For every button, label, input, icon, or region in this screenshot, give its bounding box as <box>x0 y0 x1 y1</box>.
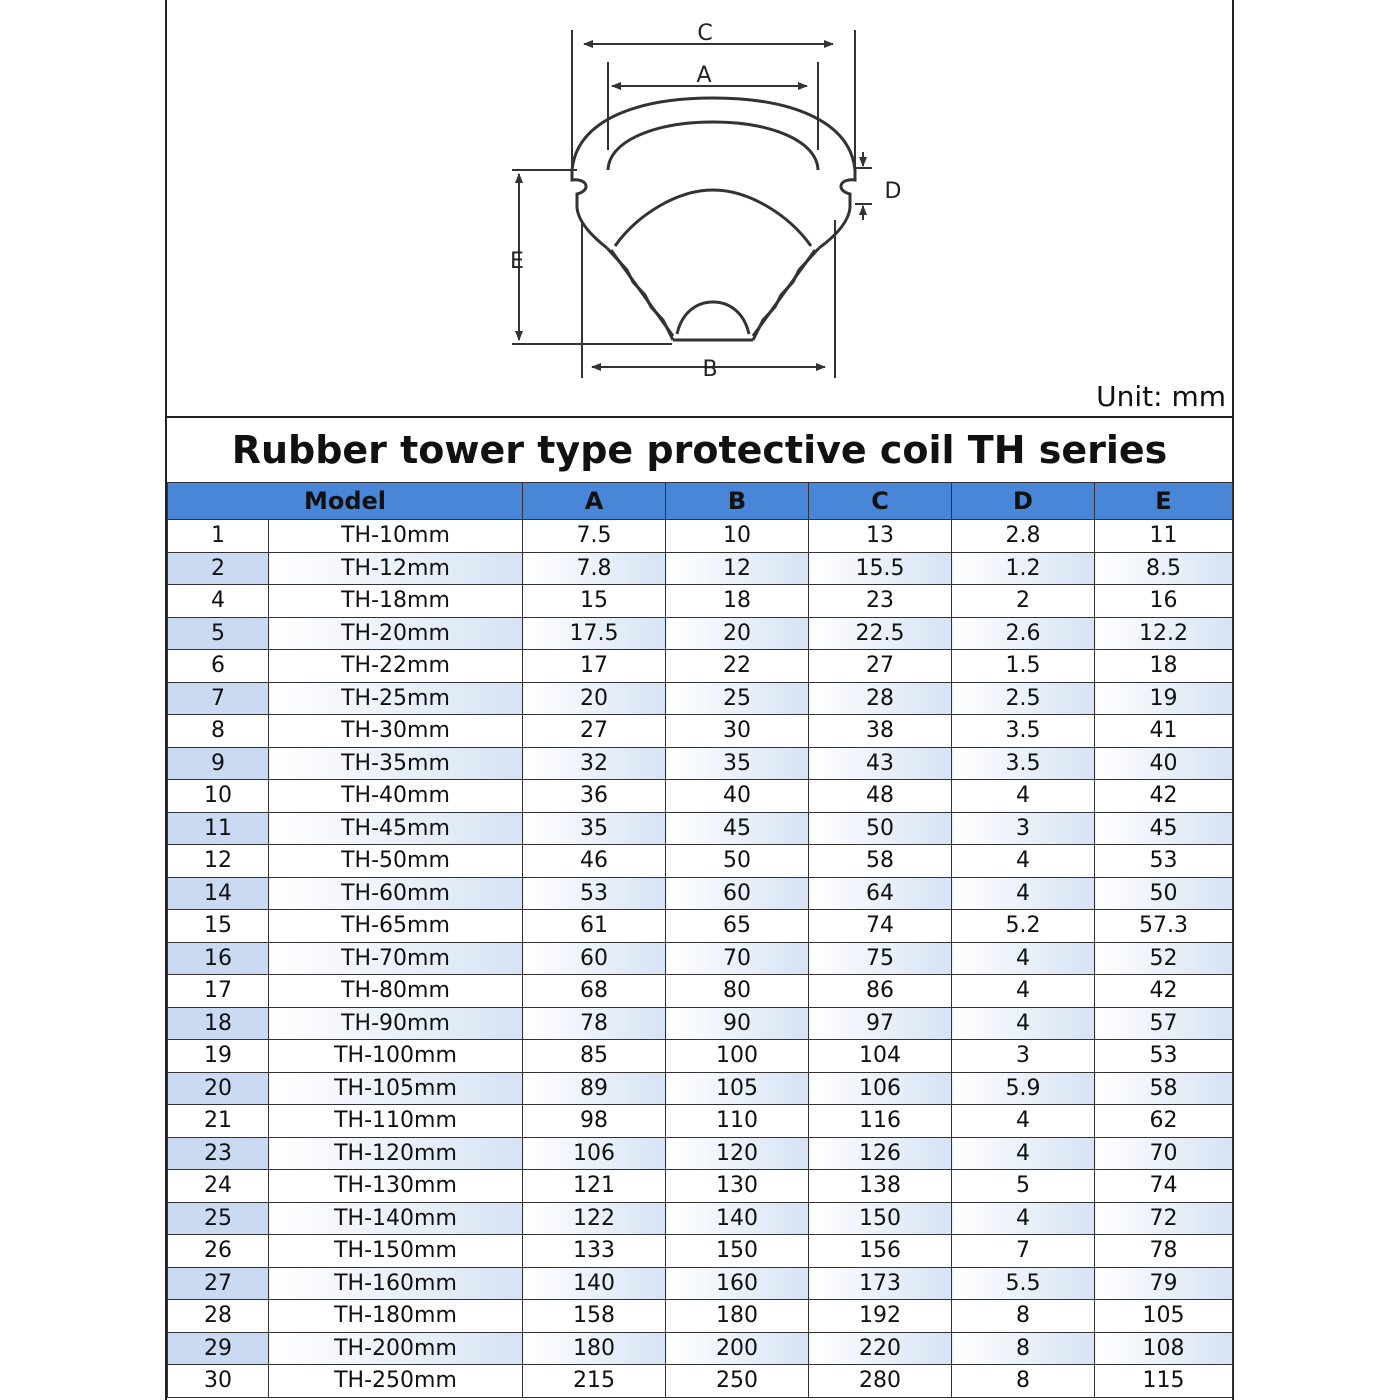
model-cell: TH-65mm <box>269 910 523 943</box>
b-cell: 130 <box>666 1170 809 1203</box>
c-cell: 38 <box>809 715 952 748</box>
model-cell: TH-140mm <box>269 1202 523 1235</box>
table-row <box>168 715 1233 748</box>
table-row <box>168 1105 1233 1138</box>
table-row <box>168 617 1233 650</box>
a-cell: 98 <box>523 1105 666 1138</box>
page-title: Rubber tower type protective coil TH series <box>231 428 1168 472</box>
row-index: 28 <box>168 1300 269 1333</box>
c-cell: 48 <box>809 780 952 813</box>
model-cell: TH-150mm <box>269 1235 523 1268</box>
c-cell: 126 <box>809 1137 952 1170</box>
model-cell: TH-20mm <box>269 617 523 650</box>
d-cell: 4 <box>952 1202 1095 1235</box>
a-cell: 15 <box>523 585 666 618</box>
header-model: Model <box>168 483 523 520</box>
d-cell: 1.2 <box>952 552 1095 585</box>
dimension-label-a: A <box>696 63 712 88</box>
d-cell: 2.5 <box>952 682 1095 715</box>
e-cell: 40 <box>1095 747 1233 780</box>
d-cell: 2.6 <box>952 617 1095 650</box>
d-cell: 2 <box>952 585 1095 618</box>
model-cell: TH-25mm <box>269 682 523 715</box>
d-cell: 3 <box>952 812 1095 845</box>
row-index: 7 <box>168 682 269 715</box>
model-cell: TH-70mm <box>269 942 523 975</box>
a-cell: 17 <box>523 650 666 683</box>
b-cell: 70 <box>666 942 809 975</box>
e-cell: 57.3 <box>1095 910 1233 943</box>
table-row <box>168 1072 1233 1105</box>
a-cell: 60 <box>523 942 666 975</box>
b-cell: 40 <box>666 780 809 813</box>
a-cell: 35 <box>523 812 666 845</box>
d-cell: 5 <box>952 1170 1095 1203</box>
model-cell: TH-100mm <box>269 1040 523 1073</box>
c-cell: 75 <box>809 942 952 975</box>
a-cell: 17.5 <box>523 617 666 650</box>
model-cell: TH-60mm <box>269 877 523 910</box>
header-e: E <box>1095 483 1233 520</box>
b-cell: 100 <box>666 1040 809 1073</box>
table-row <box>168 910 1233 943</box>
c-cell: 43 <box>809 747 952 780</box>
spec-table <box>167 482 1233 1398</box>
d-cell: 5.5 <box>952 1267 1095 1300</box>
d-cell: 5.9 <box>952 1072 1095 1105</box>
row-index: 21 <box>168 1105 269 1138</box>
c-cell: 13 <box>809 520 952 553</box>
c-cell: 86 <box>809 975 952 1008</box>
row-index: 29 <box>168 1332 269 1365</box>
e-cell: 57 <box>1095 1007 1233 1040</box>
grommet-cross-section <box>167 0 1232 416</box>
d-cell: 4 <box>952 975 1095 1008</box>
b-cell: 18 <box>666 585 809 618</box>
model-cell: TH-10mm <box>269 520 523 553</box>
d-cell: 4 <box>952 1137 1095 1170</box>
row-index: 24 <box>168 1170 269 1203</box>
model-cell: TH-90mm <box>269 1007 523 1040</box>
model-cell: TH-180mm <box>269 1300 523 1333</box>
model-cell: TH-50mm <box>269 845 523 878</box>
model-cell: TH-12mm <box>269 552 523 585</box>
row-index: 11 <box>168 812 269 845</box>
b-cell: 45 <box>666 812 809 845</box>
c-cell: 23 <box>809 585 952 618</box>
table-row <box>168 1235 1233 1268</box>
row-index: 18 <box>168 1007 269 1040</box>
b-cell: 65 <box>666 910 809 943</box>
row-index: 1 <box>168 520 269 553</box>
d-cell: 2.8 <box>952 520 1095 553</box>
b-cell: 35 <box>666 747 809 780</box>
c-cell: 156 <box>809 1235 952 1268</box>
row-index: 25 <box>168 1202 269 1235</box>
row-index: 20 <box>168 1072 269 1105</box>
row-index: 9 <box>168 747 269 780</box>
row-index: 23 <box>168 1137 269 1170</box>
b-cell: 200 <box>666 1332 809 1365</box>
model-cell: TH-22mm <box>269 650 523 683</box>
b-cell: 12 <box>666 552 809 585</box>
c-cell: 97 <box>809 1007 952 1040</box>
row-index: 17 <box>168 975 269 1008</box>
c-cell: 116 <box>809 1105 952 1138</box>
c-cell: 28 <box>809 682 952 715</box>
b-cell: 30 <box>666 715 809 748</box>
row-index: 8 <box>168 715 269 748</box>
dimension-label-d: D <box>884 179 902 204</box>
a-cell: 68 <box>523 975 666 1008</box>
e-cell: 105 <box>1095 1300 1233 1333</box>
e-cell: 50 <box>1095 877 1233 910</box>
spec-sheet <box>165 0 1234 1400</box>
row-index: 26 <box>168 1235 269 1268</box>
e-cell: 62 <box>1095 1105 1233 1138</box>
d-cell: 5.2 <box>952 910 1095 943</box>
e-cell: 45 <box>1095 812 1233 845</box>
a-cell: 89 <box>523 1072 666 1105</box>
d-cell: 3 <box>952 1040 1095 1073</box>
table-row <box>168 1267 1233 1300</box>
a-cell: 121 <box>523 1170 666 1203</box>
d-cell: 8 <box>952 1332 1095 1365</box>
row-index: 10 <box>168 780 269 813</box>
model-cell: TH-18mm <box>269 585 523 618</box>
row-index: 15 <box>168 910 269 943</box>
table-row <box>168 812 1233 845</box>
b-cell: 90 <box>666 1007 809 1040</box>
table-row <box>168 1137 1233 1170</box>
b-cell: 20 <box>666 617 809 650</box>
table-row <box>168 585 1233 618</box>
b-cell: 120 <box>666 1137 809 1170</box>
grommet-diagram <box>167 0 1232 418</box>
b-cell: 140 <box>666 1202 809 1235</box>
model-cell: TH-35mm <box>269 747 523 780</box>
table-row <box>168 877 1233 910</box>
e-cell: 53 <box>1095 845 1233 878</box>
dimension-label-e: E <box>510 249 524 274</box>
row-index: 5 <box>168 617 269 650</box>
e-cell: 8.5 <box>1095 552 1233 585</box>
table-row <box>168 1300 1233 1333</box>
model-cell: TH-105mm <box>269 1072 523 1105</box>
e-cell: 19 <box>1095 682 1233 715</box>
a-cell: 180 <box>523 1332 666 1365</box>
b-cell: 80 <box>666 975 809 1008</box>
unit-label: Unit: mm <box>1096 380 1226 413</box>
row-index: 14 <box>168 877 269 910</box>
e-cell: 52 <box>1095 942 1233 975</box>
d-cell: 4 <box>952 1105 1095 1138</box>
table-row <box>168 1007 1233 1040</box>
c-cell: 173 <box>809 1267 952 1300</box>
d-cell: 3.5 <box>952 715 1095 748</box>
model-cell: TH-120mm <box>269 1137 523 1170</box>
d-cell: 8 <box>952 1300 1095 1333</box>
e-cell: 72 <box>1095 1202 1233 1235</box>
e-cell: 74 <box>1095 1170 1233 1203</box>
dimension-label-c: C <box>697 21 713 46</box>
c-cell: 74 <box>809 910 952 943</box>
c-cell: 15.5 <box>809 552 952 585</box>
table-row <box>168 1365 1233 1398</box>
e-cell: 115 <box>1095 1365 1233 1398</box>
a-cell: 215 <box>523 1365 666 1398</box>
row-index: 6 <box>168 650 269 683</box>
row-index: 30 <box>168 1365 269 1398</box>
row-index: 2 <box>168 552 269 585</box>
c-cell: 192 <box>809 1300 952 1333</box>
b-cell: 60 <box>666 877 809 910</box>
c-cell: 220 <box>809 1332 952 1365</box>
model-cell: TH-130mm <box>269 1170 523 1203</box>
e-cell: 108 <box>1095 1332 1233 1365</box>
a-cell: 7.8 <box>523 552 666 585</box>
a-cell: 85 <box>523 1040 666 1073</box>
model-cell: TH-200mm <box>269 1332 523 1365</box>
d-cell: 3.5 <box>952 747 1095 780</box>
dimension-label-b: B <box>702 357 718 382</box>
model-cell: TH-160mm <box>269 1267 523 1300</box>
e-cell: 53 <box>1095 1040 1233 1073</box>
model-cell: TH-80mm <box>269 975 523 1008</box>
table-row <box>168 650 1233 683</box>
model-cell: TH-110mm <box>269 1105 523 1138</box>
e-cell: 79 <box>1095 1267 1233 1300</box>
header-a: A <box>523 483 666 520</box>
a-cell: 20 <box>523 682 666 715</box>
row-index: 27 <box>168 1267 269 1300</box>
table-row <box>168 780 1233 813</box>
a-cell: 7.5 <box>523 520 666 553</box>
a-cell: 27 <box>523 715 666 748</box>
model-cell: TH-30mm <box>269 715 523 748</box>
c-cell: 138 <box>809 1170 952 1203</box>
table-row <box>168 520 1233 553</box>
a-cell: 32 <box>523 747 666 780</box>
d-cell: 7 <box>952 1235 1095 1268</box>
a-cell: 133 <box>523 1235 666 1268</box>
d-cell: 4 <box>952 877 1095 910</box>
table-header-row <box>168 483 1233 520</box>
c-cell: 280 <box>809 1365 952 1398</box>
b-cell: 180 <box>666 1300 809 1333</box>
b-cell: 50 <box>666 845 809 878</box>
d-cell: 4 <box>952 942 1095 975</box>
c-cell: 106 <box>809 1072 952 1105</box>
c-cell: 104 <box>809 1040 952 1073</box>
e-cell: 18 <box>1095 650 1233 683</box>
a-cell: 46 <box>523 845 666 878</box>
b-cell: 22 <box>666 650 809 683</box>
e-cell: 42 <box>1095 780 1233 813</box>
b-cell: 110 <box>666 1105 809 1138</box>
d-cell: 1.5 <box>952 650 1095 683</box>
table-row <box>168 747 1233 780</box>
header-b: B <box>666 483 809 520</box>
b-cell: 105 <box>666 1072 809 1105</box>
b-cell: 250 <box>666 1365 809 1398</box>
row-index: 12 <box>168 845 269 878</box>
d-cell: 4 <box>952 780 1095 813</box>
table-row <box>168 1332 1233 1365</box>
a-cell: 122 <box>523 1202 666 1235</box>
a-cell: 53 <box>523 877 666 910</box>
table-row <box>168 1040 1233 1073</box>
b-cell: 10 <box>666 520 809 553</box>
header-d: D <box>952 483 1095 520</box>
a-cell: 158 <box>523 1300 666 1333</box>
table-row <box>168 1170 1233 1203</box>
d-cell: 4 <box>952 1007 1095 1040</box>
d-cell: 4 <box>952 845 1095 878</box>
header-c: C <box>809 483 952 520</box>
b-cell: 160 <box>666 1267 809 1300</box>
c-cell: 58 <box>809 845 952 878</box>
c-cell: 27 <box>809 650 952 683</box>
e-cell: 11 <box>1095 520 1233 553</box>
c-cell: 50 <box>809 812 952 845</box>
e-cell: 42 <box>1095 975 1233 1008</box>
e-cell: 70 <box>1095 1137 1233 1170</box>
row-index: 4 <box>168 585 269 618</box>
table-body <box>168 520 1233 1398</box>
e-cell: 41 <box>1095 715 1233 748</box>
a-cell: 36 <box>523 780 666 813</box>
model-cell: TH-45mm <box>269 812 523 845</box>
e-cell: 58 <box>1095 1072 1233 1105</box>
table-row <box>168 682 1233 715</box>
model-cell: TH-250mm <box>269 1365 523 1398</box>
e-cell: 78 <box>1095 1235 1233 1268</box>
row-index: 16 <box>168 942 269 975</box>
table-row <box>168 942 1233 975</box>
e-cell: 16 <box>1095 585 1233 618</box>
model-cell: TH-40mm <box>269 780 523 813</box>
e-cell: 12.2 <box>1095 617 1233 650</box>
a-cell: 61 <box>523 910 666 943</box>
a-cell: 140 <box>523 1267 666 1300</box>
d-cell: 8 <box>952 1365 1095 1398</box>
a-cell: 78 <box>523 1007 666 1040</box>
c-cell: 64 <box>809 877 952 910</box>
c-cell: 150 <box>809 1202 952 1235</box>
table-row <box>168 975 1233 1008</box>
table-row <box>168 1202 1233 1235</box>
a-cell: 106 <box>523 1137 666 1170</box>
c-cell: 22.5 <box>809 617 952 650</box>
row-index: 19 <box>168 1040 269 1073</box>
table-row <box>168 552 1233 585</box>
b-cell: 25 <box>666 682 809 715</box>
b-cell: 150 <box>666 1235 809 1268</box>
table-row <box>168 845 1233 878</box>
